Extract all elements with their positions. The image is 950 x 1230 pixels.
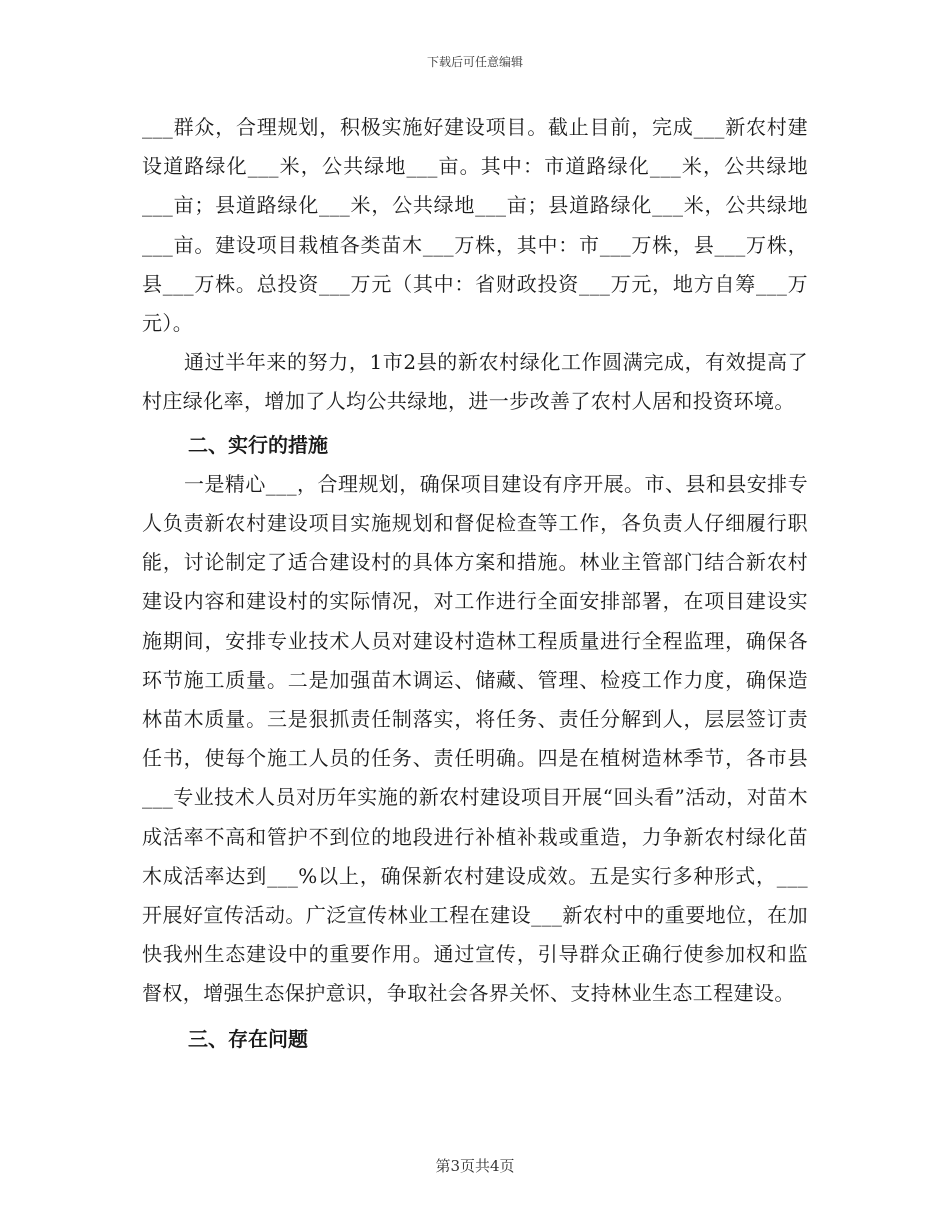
document-body (142, 108, 808, 1059)
paragraph-project-summary: ___群众，合理规划，积极实施好建设项目。截止目前，完成___新农村建设道路绿化___米，公共绿地___亩。其中：市道路绿化___米，公共绿地___亩；县道路绿化___米，公共绿地___亩；县道路绿化___米，公共绿地___亩。建设项目栽植各类苗木___万株，其中：市___万株，县___万株，县___万株。总投资___万元（其中：省财政投资___万元，地方自筹___万元）。 (142, 115, 808, 336)
page-header: 下载后可任意编辑 (426, 55, 523, 69)
paragraph-results: 通过半年来的努力，1市2县的新农村绿化工作圆满完成，有效提高了村庄绿化率，增加了人均公共绿地，进一步改善了农村人居和投资环境。 (142, 350, 808, 414)
page-footer: 第3页共4页 (435, 1157, 515, 1175)
section-heading-problems: 三、存在问题 (188, 1026, 308, 1051)
section-heading-measures: 二、实行的措施 (188, 432, 328, 457)
paragraph-measures: 一是精心___，合理规划，确保项目建设有序开展。市、县和县安排专人负责新农村建设项目实施规划和督促检查等工作，各负责人仔细履行职能，讨论制定了适合建设村的具体方案和措施。林业主管部门结合新农村建设内容和建设村的实际情况，对工作进行全面安排部署，在项目建设实施期间，安排专业技术人员对建设村造林工程质量进行全程监理，确保各环节施工质量。二是加强苗木调运、储藏、管理、检疫工作力度，确保造林苗木质量。三是狠抓责任制落实，将任务、责任分解到人，层层签订责任书，使每个施工人员的任务、责任明确。四是在植树造林季节，各市县___专业技术人员对历年实施的新农村建设项目开展“回头看”活动，对苗木成活率不高和管护不到位的地段进行补植补栽或重造，力争新农村绿化苗木成活率达到___%以上，确保新农村建设成效。五是实行多种形式，___开展好宣传活动。广泛宣传林业工程在建设___新农村中的重要地位，在加快我州生态建设中的重要作用。通过宣传，引导群众正确行使参加权和监督权，增强生态保护意识，争取社会各界关怀、支持林业生态工程建设。 (142, 471, 808, 1006)
